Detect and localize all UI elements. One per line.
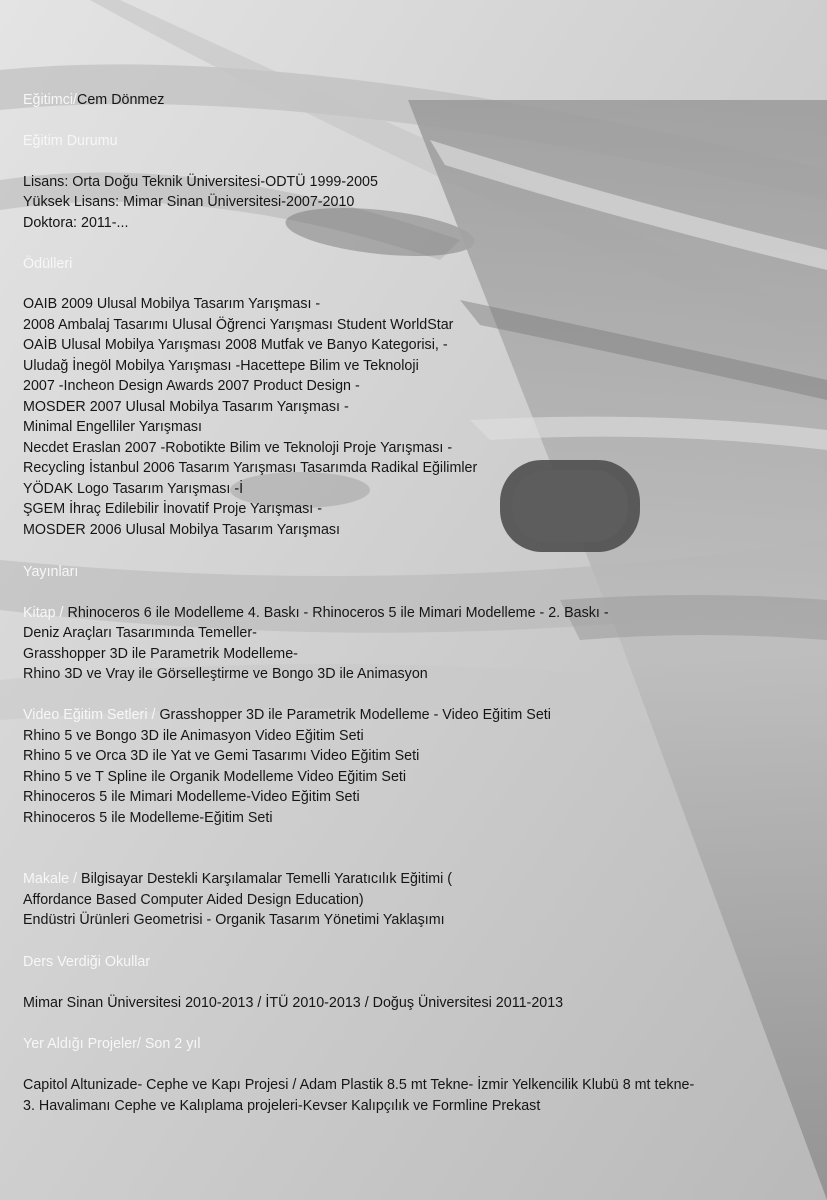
award-line: OAIB 2009 Ulusal Mobilya Tasarım Yarışması - <box>23 296 321 312</box>
award-line: Uludağ İnegöl Mobilya Yarışması -Hacettepe Bilim ve Teknoloji <box>23 358 419 374</box>
books-label: Kitap / <box>23 605 64 621</box>
video-line: Rhinoceros 5 ile Mimari Modelleme-Video Eğitim Seti <box>23 789 360 805</box>
project-line: Capitol Altunizade- Cephe ve Kapı Projesi / Adam Plastik 8.5 mt Tekne- İzmir Yelkencilik Klubü 8 mt tekne- <box>23 1077 695 1093</box>
articles-text: Bilgisayar Destekli Karşılamalar Temelli Yaratıcılık Eğitimi ( <box>81 871 453 887</box>
article-line: Endüstri Ürünleri Geometrisi - Organik Tasarım Yönetimi Yaklaşımı <box>23 912 445 928</box>
video-line: Rhino 5 ve Orca 3D ile Yat ve Gemi Tasarımı Video Eğitim Seti <box>23 748 420 764</box>
education-line: Doktora: 2011-... <box>23 215 129 231</box>
video-line: Rhinoceros 5 ile Modelleme-Eğitim Seti <box>23 810 273 826</box>
award-line: 2007 -Incheon Design Awards 2007 Product Design - <box>23 378 360 394</box>
education-line: Yüksek Lisans: Mimar Sinan Üniversitesi-2007-2010 <box>23 194 355 210</box>
articles-first-line <box>23 869 452 889</box>
article-line: Affordance Based Computer Aided Design Education) <box>23 892 364 908</box>
award-line: 2008 Ambalaj Tasarımı Ulusal Öğrenci Yarışması Student WorldStar <box>23 317 454 333</box>
award-line: YÖDAK Logo Tasarım Yarışması -İ <box>23 481 244 497</box>
videos-text: Grasshopper 3D ile Parametrik Modelleme - Video Eğitim Seti <box>159 707 551 723</box>
book-line: Rhino 3D ve Vray ile Görselleştirme ve Bongo 3D ile Animasyon <box>23 666 428 682</box>
instructor-line <box>23 90 164 110</box>
publications-heading: Yayınları <box>23 564 79 580</box>
education-line: Lisans: Orta Doğu Teknik Üniversitesi-ODTÜ 1999-2005 <box>23 174 378 190</box>
award-line: ŞGEM İhraç Edilebilir İnovatif Proje Yarışması - <box>23 501 323 517</box>
video-line: Rhino 5 ve Bongo 3D ile Animasyon Video Eğitim Seti <box>23 728 364 744</box>
award-line: Minimal Engelliler Yarışması <box>23 419 203 435</box>
school-line: Mimar Sinan Üniversitesi 2010-2013 / İTÜ 2010-2013 / Doğuş Üniversitesi 2011-2013 <box>23 995 564 1011</box>
books-first-line <box>23 603 609 623</box>
award-line: Recycling İstanbul 2006 Tasarım Yarışması Tasarımda Radikal Eğilimler <box>23 460 478 476</box>
awards-heading: Ödülleri <box>23 256 73 272</box>
education-heading: Eğitim Durumu <box>23 133 118 149</box>
video-line: Rhino 5 ve T Spline ile Organik Modelleme Video Eğitim Seti <box>23 769 407 785</box>
book-line: Grasshopper 3D ile Parametrik Modelleme- <box>23 646 298 662</box>
book-line: Deniz Araçları Tasarımında Temeller- <box>23 625 257 641</box>
videos-first-line <box>23 705 551 725</box>
instructor-name: Cem Dönmez <box>77 92 165 108</box>
videos-label: Video Eğitim Setleri / <box>23 707 156 723</box>
instructor-label: Eğitimci/ <box>23 92 78 108</box>
projects-heading: Yer Aldığı Projeler/ Son 2 yıl <box>23 1036 201 1052</box>
award-line: MOSDER 2006 Ulusal Mobilya Tasarım Yarışması <box>23 522 341 538</box>
award-line: Necdet Eraslan 2007 -Robotikte Bilim ve Teknoloji Proje Yarışması - <box>23 440 453 456</box>
project-line: 3. Havalimanı Cephe ve Kalıplama projeleri-Kevser Kalıpçılık ve Formline Prekast <box>23 1098 541 1114</box>
articles-label: Makale / <box>23 871 78 887</box>
schools-heading: Ders Verdiği Okullar <box>23 954 151 970</box>
books-text: Rhinoceros 6 ile Modelleme 4. Baskı - Rhinoceros 5 ile Mimari Modelleme - 2. Baskı - <box>67 605 609 621</box>
award-line: OAİB Ulusal Mobilya Yarışması 2008 Mutfak ve Banyo Kategorisi, - <box>23 337 448 353</box>
award-line: MOSDER 2007 Ulusal Mobilya Tasarım Yarışması - <box>23 399 349 415</box>
